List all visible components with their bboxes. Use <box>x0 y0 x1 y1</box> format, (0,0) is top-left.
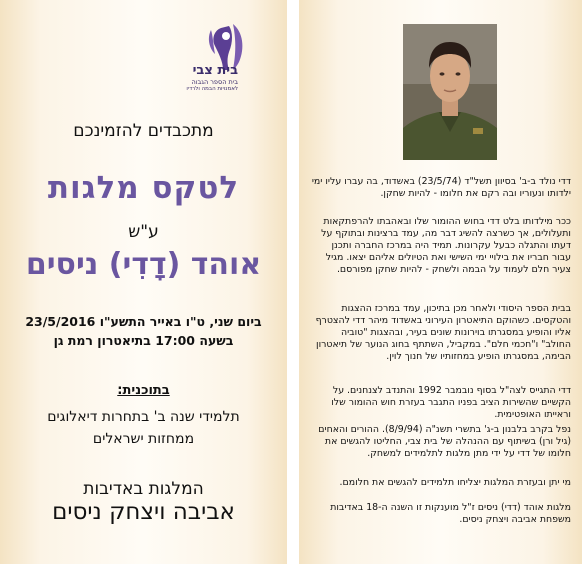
portrait-photo <box>403 24 497 160</box>
program-line-1: תלמידי שנה ב' בתחרות דיאלוגים <box>47 409 240 425</box>
program-line-2: ממחזות ישראלים <box>92 431 195 447</box>
bio-paragraph-6: מי יתן ובעזרת המלגות יצליחו תלמידים להגשים את חלומם. <box>339 477 571 488</box>
invitation-panel <box>0 0 287 564</box>
logo-text <box>180 64 238 93</box>
sponsors-names: אביבה ויצחק ניסים <box>52 499 235 525</box>
bio-paragraph-2: ככר מילדותו בלט דדי בחוש ההומור שלו ובאהבתו להרפתקאות ותעלולים, אך כשרצה להשיג דבר מה, עמד ברצינות ובתוקף על דעתו והתגלה כבעל עקרונות. תמיד היה במרכז החברה ותכנן עבור חבריו את בילויי ימי השישי ואת הטיולים אליהם יצאו. מגיל צעיר חלם לעמוד על הבמה ולשחק - להיות שחקן מפורסם. <box>321 216 571 275</box>
bio-paragraph-7: מלגות אוהד (דדי) ניסים ז"ל מוענקות זו השנה ה-18 באדיבות משפחת אביבה ויצחק ניסים. <box>330 502 571 525</box>
biography-panel <box>299 0 582 564</box>
bio-paragraph-4: דדי התגייס לצה"ל בסוף נובמבר 1992 והתנדב לצנחנים. על הקשיים שהשירות הציב בפניו התגבר בעזרת חוש ההומור שלו וראייתו האופטימית. <box>331 385 571 420</box>
honored-line: מתכבדים להזמינכם <box>73 121 214 141</box>
bio-paragraph-1: דדי נולד ב-ב' בסיוון תשל"ד (23/5/74) באשדוד, בה עברו עליו ימי ילדותו ונעוריו ובה רקם את חלומו - להיות שחקן. <box>311 176 571 199</box>
sponsors-intro: המלגות באדיבות <box>83 479 204 499</box>
event-title: לטקס מלגות <box>47 170 240 206</box>
date-line: ביום שני, ט"ו באייר התשע"ו 23/5/2016 <box>25 314 262 329</box>
logo-subtitle: בית הספר הגבוה <box>191 78 238 86</box>
time-line: בשעה 17:00 בתיאטרון רמת גן <box>53 333 234 348</box>
logo-name: בית צבי <box>192 63 238 78</box>
bio-paragraph-3: בבית הספר היסודי ולאחר מכן בתיכון, עמד במרכז ההצגות והטקסים. כשהוקם התיאטרון העירוני באשדוד מיהר דדי להצטרף אליו והופיע במסגרתו בוירונות שונים בעיר, ובהצגות "טוביה החולב" ו"חכמי חלם". במקביל, השתתף בחוג הנוער של תיאטרון הבימה, במסגרתו הופיע במחזותיו של חנוך לוין. <box>315 303 571 362</box>
bio-paragraph-5: נפל בקרב בלבנון ב-ג' בתשרי תשנ"ה (8/9/94). ההורים והאחים (גיל ורן) בשיתוף עם ההנהלה של בית צבי, החליטו להגשים את חלומו של דדי על ידי מתן מלגות לתלמידים למשחק. <box>318 424 571 459</box>
honoree-name: אוהד (דָדִי) ניסים <box>25 247 262 282</box>
logo-tagline: לאמנויות הבמה ולרדיו <box>186 86 238 92</box>
in-name-of: ע"ש <box>128 222 159 242</box>
program-title: בתוכנית: <box>117 383 170 398</box>
